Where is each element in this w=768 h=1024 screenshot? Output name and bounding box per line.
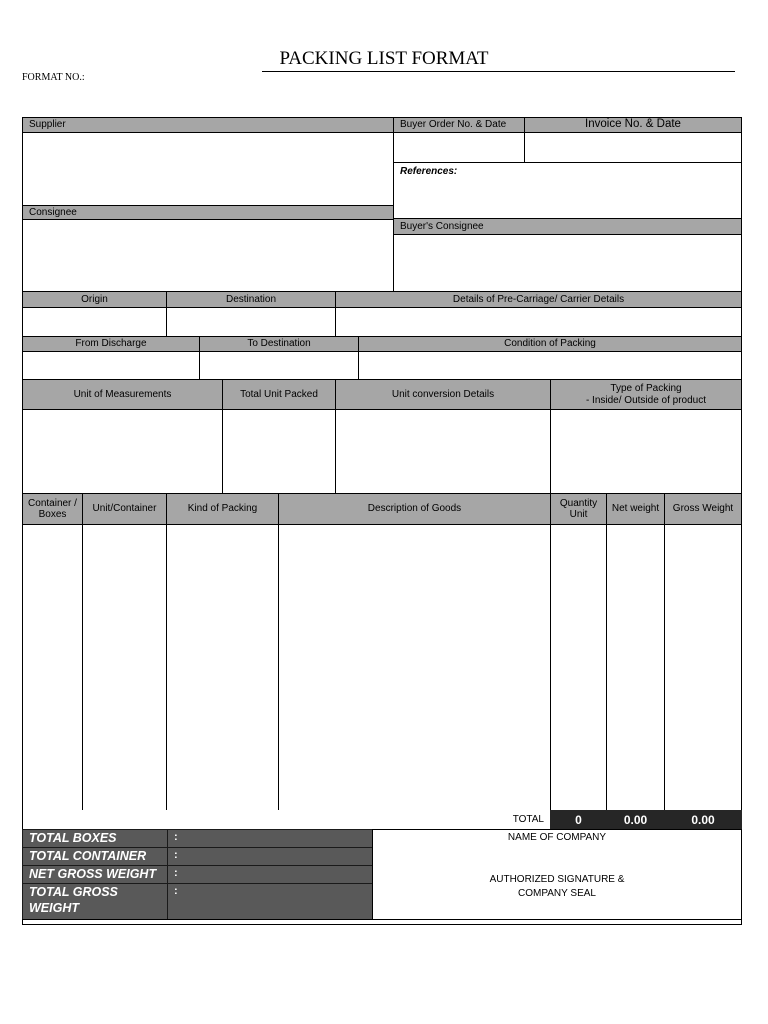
quantity-unit-column[interactable] [550,524,607,811]
from-discharge-field[interactable] [22,351,200,380]
title-underline [262,71,735,72]
total-net-weight: 0.00 [606,810,665,830]
unit-measurements-header: Unit of Measurements [22,379,223,410]
total-gross-weight-label: TOTAL GROSS WEIGHT [22,883,168,920]
from-discharge-header: From Discharge [22,336,200,352]
total-quantity: 0 [550,810,607,830]
unit-conversion-field[interactable] [335,409,551,494]
total-boxes-label: TOTAL BOXES [22,829,168,848]
kind-of-packing-column[interactable] [166,524,279,811]
origin-header: Origin [22,291,167,308]
total-container-label: TOTAL CONTAINER [22,847,168,866]
buyer-order-header: Buyer Order No. & Date [393,117,525,133]
to-destination-field[interactable] [199,351,359,380]
format-number-label: FORMAT NO.: [22,72,85,83]
net-weight-header: Net weight [606,493,665,525]
type-of-packing-field[interactable] [550,409,742,494]
supplier-field[interactable] [22,132,394,206]
buyer-order-field[interactable] [393,132,525,163]
total-gross-weight: 0.00 [664,810,742,830]
company-seal-label: COMPANY SEAL [518,888,596,899]
destination-header: Destination [166,291,336,308]
references-field[interactable] [393,162,742,219]
invoice-field[interactable] [524,132,742,163]
company-name-label: NAME OF COMPANY [507,832,607,843]
description-column[interactable] [278,524,551,811]
total-container-value[interactable]: : [167,847,373,866]
invoice-header: Invoice No. & Date [524,117,742,133]
buyers-consignee-field[interactable] [393,234,742,292]
net-gross-weight-value[interactable]: : [167,865,373,884]
total-label: TOTAL [22,810,551,830]
unit-measurements-field[interactable] [22,409,223,494]
kind-of-packing-header: Kind of Packing [166,493,279,525]
buyers-consignee-header: Buyer's Consignee [393,218,742,235]
net-gross-weight-label: NET GROSS WEIGHT [22,865,168,884]
condition-header: Condition of Packing [358,336,742,352]
to-destination-header: To Destination [199,336,359,352]
unit-container-header: Unit/Container [82,493,167,525]
total-unit-packed-header: Total Unit Packed [222,379,336,410]
total-unit-packed-field[interactable] [222,409,336,494]
origin-field[interactable] [22,307,167,337]
gross-weight-header: Gross Weight [664,493,742,525]
authorized-signature-label: AUTHORIZED SIGNATURE & [489,874,625,885]
consignee-field[interactable] [22,219,394,292]
consignee-header: Consignee [22,205,394,220]
supplier-header: Supplier [22,117,394,133]
carrier-header: Details of Pre-Carriage/ Carrier Details [335,291,742,308]
gross-weight-column[interactable] [664,524,742,811]
page-title: PACKING LIST FORMAT [279,48,489,69]
total-boxes-value[interactable]: : [167,829,373,848]
quantity-unit-header: Quantity Unit [550,493,607,525]
type-of-packing-header [550,379,742,410]
unit-container-column[interactable] [82,524,167,811]
total-gross-weight-value[interactable]: : [167,883,373,920]
signature-block[interactable] [372,829,742,920]
description-header: Description of Goods [278,493,551,525]
type-of-packing-line1: Type of Packing [610,383,682,394]
container-boxes-header: Container / Boxes [22,493,83,525]
bottom-border [22,919,742,925]
container-boxes-column[interactable] [22,524,83,811]
condition-field[interactable] [358,351,742,380]
net-weight-column[interactable] [606,524,665,811]
carrier-field[interactable] [335,307,742,337]
unit-conversion-header: Unit conversion Details [335,379,551,410]
destination-field[interactable] [166,307,336,337]
references-label: References: [400,166,458,177]
type-of-packing-line2: - Inside/ Outside of product [585,394,707,406]
